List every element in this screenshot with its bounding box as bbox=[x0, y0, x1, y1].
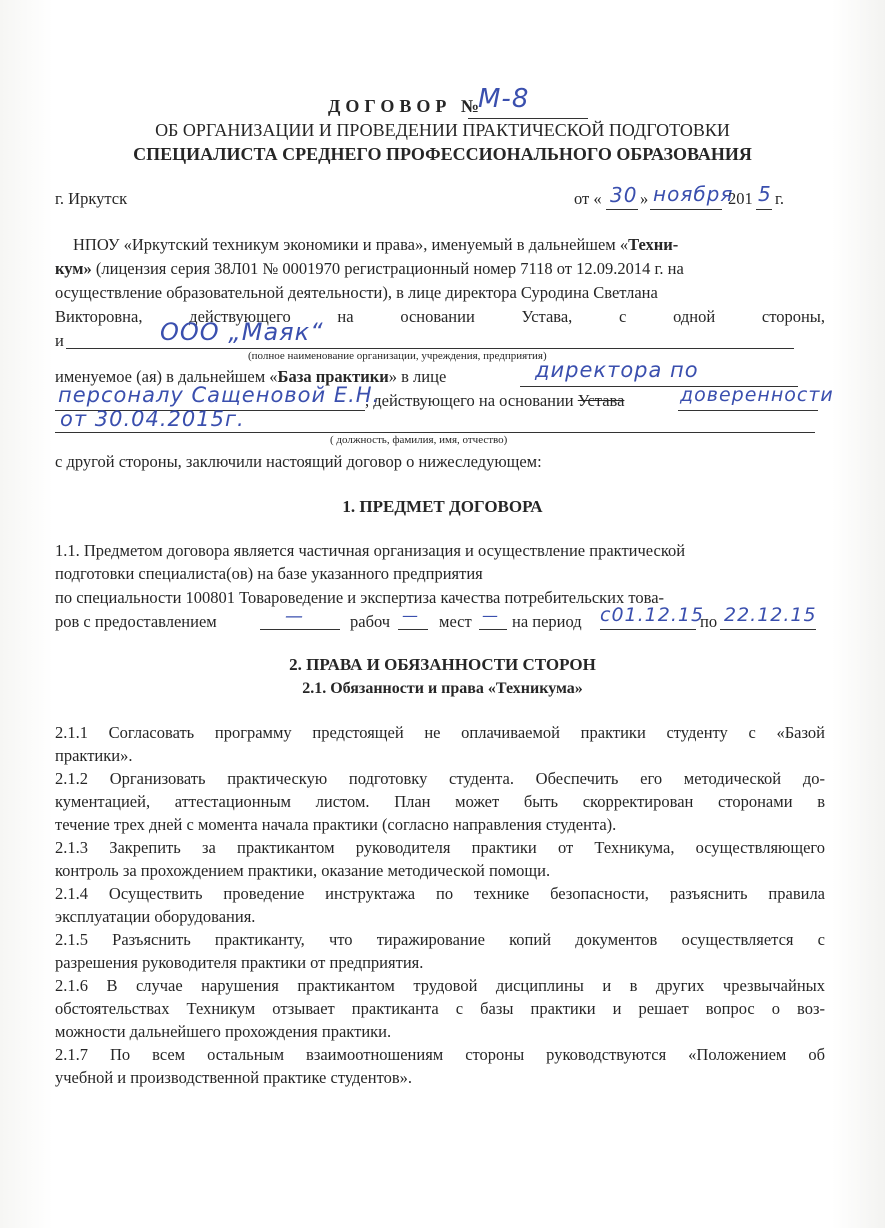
intro-line6-tail: » в лице bbox=[388, 367, 447, 386]
intro-line7-struck: Устава bbox=[577, 391, 625, 410]
basis-line2 bbox=[55, 432, 815, 433]
doc-heading-line2: СПЕЦИАЛИСТА СРЕДНЕГО ПРОФЕССИОНАЛЬНОГО ОБРАЗОВАНИЯ bbox=[133, 144, 752, 164]
intro-line7 bbox=[365, 391, 624, 411]
basis-handwritten-1: доверенности bbox=[680, 384, 834, 406]
section2-line: кументацией, аттестационным листом. План может быть скорректирован сторонами в bbox=[55, 792, 825, 811]
doc-heading-line1: ОБ ОРГАНИЗАЦИИ И ПРОВЕДЕНИИ ПРАКТИЧЕСКОЙ ПОДГОТОВКИ bbox=[155, 120, 730, 140]
section1-p3: по специальности 100801 Товароведение и экспертиза качества потребительских това- bbox=[55, 588, 665, 607]
section2-subtitle: 2.1. Обязанности и права «Техникума» bbox=[302, 680, 583, 697]
section1-title: 1. ПРЕДМЕТ ДОГОВОРА bbox=[342, 497, 543, 516]
date-day-underline bbox=[606, 209, 638, 210]
section1-p4-a: ров с предоставлением bbox=[55, 612, 217, 631]
intro-line2-text: (лицензия серия 38Л01 № 0001970 регистрационный номер 7118 от 12.09.2014 г. на bbox=[91, 259, 684, 278]
section2-line: 2.1.4 Осуществить проведение инструктажа по технике безопасности, разъяснить правила bbox=[55, 884, 825, 903]
doc-number-underline bbox=[468, 118, 588, 119]
date-prefix: от « bbox=[574, 189, 602, 208]
intro-line7-text: , действующего на основании bbox=[365, 391, 574, 410]
workplaces-ending-line bbox=[398, 629, 428, 630]
workplaces-count-line bbox=[260, 629, 340, 630]
intro-line4: Викторовна, действующего на основании Устава, с одной стороны, bbox=[55, 307, 825, 326]
intro-line1-text: НПОУ «Иркутский техникум экономики и права», именуемый в дальнейшем « bbox=[73, 235, 629, 254]
section2-line: практики». bbox=[55, 746, 133, 765]
intro-line9: с другой стороны, заключили настоящий договор о нижеследующем: bbox=[55, 452, 542, 471]
section1-p4-c: мест bbox=[439, 612, 472, 631]
date-year-handwritten: 5 bbox=[758, 182, 772, 206]
section1-p2: подготовки специалиста(ов) на базе указанного предприятия bbox=[55, 564, 483, 583]
section2-line: учебной и производственной практике студентов». bbox=[55, 1068, 412, 1087]
places-ending-line bbox=[479, 629, 507, 630]
section1-p4-b: рабоч bbox=[350, 612, 391, 631]
period-to-handwritten: 22.12.15 bbox=[724, 604, 817, 626]
date-month-underline bbox=[650, 209, 722, 210]
section2-line: 2.1.7 По всем остальным взаимоотношениям стороны руководствуются «Положением об bbox=[55, 1045, 825, 1064]
section2-line: 2.1.5 Разъяснить практиканту, что тиражирование копий документов осуществляется с bbox=[55, 930, 825, 949]
intro-line1 bbox=[73, 235, 678, 255]
org-caption: (полное наименование организации, учреждения, предприятия) bbox=[248, 350, 547, 362]
section2-line: контроль за прохождением практики, оказание методической помощи. bbox=[55, 861, 551, 880]
period-from-line bbox=[600, 629, 696, 630]
section2-line: разрешения руководителя практики от предприятия. bbox=[55, 953, 424, 972]
section2-title: 2. ПРАВА И ОБЯЗАННОСТИ СТОРОН bbox=[289, 655, 596, 674]
date-mid: » bbox=[640, 189, 649, 208]
rep-handwritten-2: персоналу Сащеновой Е.Н. bbox=[58, 383, 381, 407]
places-ending-dash: — bbox=[482, 606, 499, 625]
org-name-line bbox=[66, 348, 794, 349]
section2-line: эксплуатации оборудования. bbox=[55, 907, 256, 926]
date-suffix: г. bbox=[775, 189, 785, 208]
intro-line6-bold: База практики bbox=[277, 367, 389, 386]
section1-p1: 1.1. Предметом договора является частичная организация и осуществление практической bbox=[55, 541, 686, 560]
intro-line3: осуществление образовательной деятельности), в лице директора Суродина Светлана bbox=[55, 283, 658, 302]
section2-line: можности дальнейшего прохождения практики. bbox=[55, 1022, 392, 1041]
section2-body bbox=[55, 723, 825, 1091]
basis-handwritten-2: от 30.04.2015г. bbox=[60, 407, 245, 431]
intro-line2 bbox=[55, 259, 684, 279]
date-month-handwritten: ноября bbox=[653, 182, 734, 206]
period-to-line bbox=[720, 629, 816, 630]
city: г. Иркутск bbox=[55, 189, 128, 208]
section2-line: 2.1.3 Закрепить за практикантом руководителя практики от Техникума, осуществляющего bbox=[55, 838, 825, 857]
section2-line: обстоятельствах Техникум отзывает практиканта с базы практики и решает вопрос о воз- bbox=[55, 999, 825, 1018]
rep-handwritten-1: директора по bbox=[535, 358, 699, 382]
intro-line2-bold: кум» bbox=[55, 259, 92, 278]
section2-line: 2.1.2 Организовать практическую подготовку студента. Обеспечить его методической до- bbox=[55, 769, 825, 788]
intro-line1-bold: Техни- bbox=[628, 235, 679, 254]
intro-line6-text: именуемое (ая) в дальнейшем « bbox=[55, 367, 278, 386]
period-to-label: по bbox=[700, 612, 718, 631]
date-day-handwritten: 30 bbox=[610, 183, 638, 207]
rep-caption: ( должность, фамилия, имя, отчество) bbox=[330, 434, 508, 446]
workplaces-dash-handwritten: — bbox=[285, 606, 304, 627]
section2-line: 2.1.1 Согласовать программу предстоящей не оплачиваемой практики студенту с «Базой bbox=[55, 723, 825, 742]
period-from-handwritten: с01.12.15 bbox=[600, 604, 705, 626]
org-name-handwritten: ООО „Маяк“ bbox=[160, 318, 324, 346]
date-year-underline bbox=[756, 209, 772, 210]
date-year: 201 bbox=[728, 189, 753, 208]
workplaces-ending-dash: — bbox=[402, 606, 419, 625]
section2-line: течение трех дней с момента начала практики (согласно направления студента). bbox=[55, 815, 617, 834]
section2-line: 2.1.6 В случае нарушения практикантом трудовой дисциплины и в других чрезвычайных bbox=[55, 976, 825, 995]
section1-p4 bbox=[55, 612, 217, 632]
doc-title: ДОГОВОР № bbox=[328, 96, 484, 116]
doc-number-handwritten: М-8 bbox=[478, 84, 530, 114]
section1-p4-d: на период bbox=[512, 612, 582, 631]
basis-line1 bbox=[678, 410, 818, 411]
intro-line5: и bbox=[55, 331, 64, 350]
